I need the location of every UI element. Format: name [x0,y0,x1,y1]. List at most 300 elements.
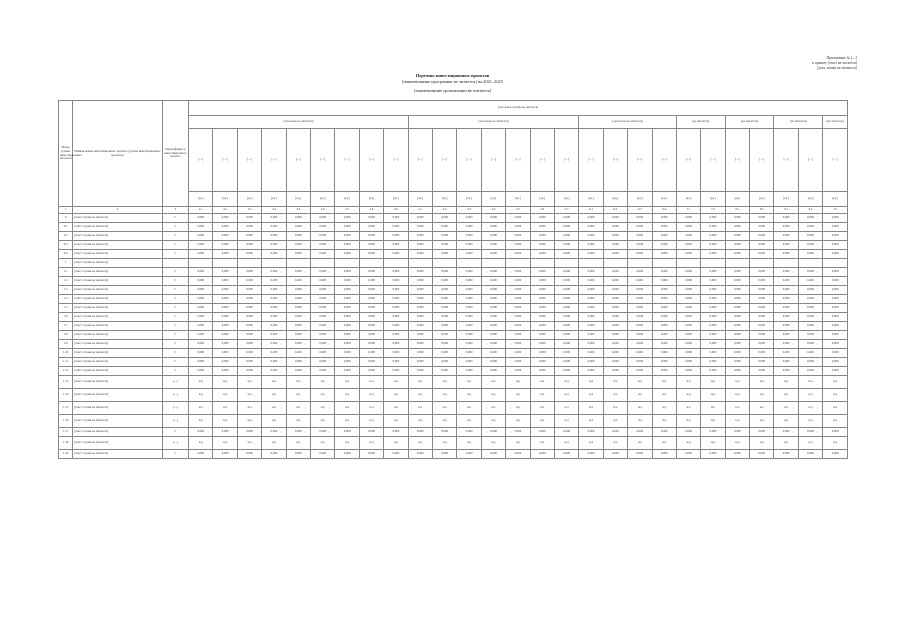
row-value-cell: 0,000 [457,214,481,223]
row-value-cell: 0,000 [262,322,286,331]
col-header-group: [заголовок не читается] [189,116,409,129]
row-value-cell: 0,000 [457,450,481,459]
row-value-cell: 0,000 [432,340,456,349]
row-value-cell: н/д [579,389,603,402]
col-header-unit: [ед.] [359,192,383,207]
row-value-cell: 0,000 [701,322,725,331]
row-value-cell: 0,000 [335,277,359,286]
row-value-cell: 0,000 [823,295,848,304]
column-index-cell: 4.4 [262,207,286,214]
row-value-cell: 0,000 [213,428,237,437]
row-number-cell: 1.8 [59,331,73,340]
row-value-cell: 0,000 [189,214,213,223]
row-value-cell: 0,000 [603,340,627,349]
col-header-sub: [—] [408,129,432,192]
row-value-cell: 0,000 [311,367,335,376]
row-value-cell: 0,000 [457,223,481,232]
row-value-cell: 0,000 [286,428,310,437]
row-value-cell: н/д [774,402,798,415]
row-value-cell: 0,000 [725,286,749,295]
row-value-cell: 0,000 [506,286,530,295]
row-value-cell: 0,000 [311,241,335,250]
row-id-cell: Г [162,428,188,437]
row-value-cell: 0,000 [384,367,408,376]
table-row [59,241,848,250]
row-value-cell: 0,000 [189,241,213,250]
row-value-cell: 0,000 [798,250,822,259]
row-value-cell: 0,000 [506,367,530,376]
row-value-cell: 0,000 [701,450,725,459]
row-value-cell: 0,000 [652,304,676,313]
col-header-id: Идентификатор инвестиционного проекта [162,101,188,207]
appendix-line: [дата, номер не читаются] [817,66,857,70]
row-value-cell: 0,000 [213,349,237,358]
row-value-cell: 0,000 [286,313,310,322]
row-name-cell: [текст строки не читается] [73,259,162,268]
row-value-cell: 0,000 [676,241,700,250]
row-value-cell: н/д [311,437,335,450]
row-value-cell: н/д [554,389,578,402]
row-value-cell: 0,000 [189,304,213,313]
row-value-cell: 0,000 [579,295,603,304]
row-value-cell: 0,000 [408,286,432,295]
row-value-cell: 0,000 [750,304,774,313]
row-value-cell: 0,000 [359,358,383,367]
row-value-cell: 0,000 [750,450,774,459]
row-value-cell: н/д [432,437,456,450]
row-value-cell: 0,000 [750,277,774,286]
row-value-cell: н/д [359,402,383,415]
row-name-cell: [текст строки не читается] [73,304,162,313]
row-value-cell: 0,000 [506,428,530,437]
row-value-cell: н/д [384,389,408,402]
col-header-unit: [ед.] [237,192,261,207]
row-value-cell: н/д [189,415,213,428]
row-value-cell: 0,000 [554,358,578,367]
row-value-cell: 0,000 [554,223,578,232]
col-header-unit: [ед.] [603,192,627,207]
row-value-cell: 0,000 [579,428,603,437]
column-index-cell: 6.4 [652,207,676,214]
row-value-cell: 0,000 [189,450,213,459]
row-value-cell: 0,000 [189,367,213,376]
column-index-cell: 1 [59,207,73,214]
row-value-cell: 0,000 [628,286,652,295]
row-value-cell: 0,000 [189,277,213,286]
col-header-unit: [ед.] [384,192,408,207]
row-value-cell: 0,000 [530,250,554,259]
row-value-cell: 0,000 [237,304,261,313]
row-value-cell: 0,000 [823,322,848,331]
row-value-cell: 0,000 [628,241,652,250]
row-value-cell: 0,000 [725,214,749,223]
row-value-cell: 0,000 [750,223,774,232]
row-value-cell: 0,000 [359,322,383,331]
row-value-cell: 0,000 [335,358,359,367]
row-value-cell: 0,000 [189,286,213,295]
table-row [59,376,848,389]
row-value-cell: 0,000 [286,232,310,241]
row-value-cell [335,259,359,268]
row-value-cell: 0,000 [628,331,652,340]
row-value-cell: н/д [725,415,749,428]
row-value-cell: 0,000 [701,349,725,358]
row-value-cell: 0,000 [676,304,700,313]
row-id-cell: Г [162,450,188,459]
row-value-cell: 0,000 [725,428,749,437]
row-value-cell: н/д [311,389,335,402]
col-header-unit: [ед.] [701,192,725,207]
row-value-cell: 0,000 [676,450,700,459]
row-number-cell: 1.16 [59,415,73,428]
col-header-unit: [ед.] [189,192,213,207]
row-value-cell: 0,000 [579,232,603,241]
row-value-cell: 0,000 [335,331,359,340]
row-value-cell: н/д [408,415,432,428]
row-number-cell: 1.10 [59,349,73,358]
row-name-cell: [текст строки не читается] [73,376,162,389]
column-index-cell: 5.2 [432,207,456,214]
row-value-cell: 0,000 [652,367,676,376]
col-header-group: [заголовок не читается] [579,116,677,129]
row-value-cell: 0,000 [286,223,310,232]
row-id-cell: Г [162,241,188,250]
row-value-cell: 0,000 [506,295,530,304]
row-value-cell: 0,000 [506,223,530,232]
row-value-cell: 0,000 [823,223,848,232]
row-value-cell: 0,000 [554,250,578,259]
row-value-cell: н/д [530,402,554,415]
row-value-cell: 0,000 [530,428,554,437]
row-value-cell: н/д [579,415,603,428]
row-value-cell: н/д [554,415,578,428]
row-value-cell: н/д [335,437,359,450]
row-value-cell: 0,000 [237,428,261,437]
row-value-cell: 0,000 [481,358,505,367]
row-value-cell: 0,000 [530,304,554,313]
row-value-cell: н/д [384,376,408,389]
row-value-cell: 0,000 [652,428,676,437]
row-value-cell: 0,000 [798,340,822,349]
row-value-cell [652,259,676,268]
row-value-cell: 0,000 [676,214,700,223]
row-value-cell: н/д [676,389,700,402]
row-name-cell: [текст строки не читается] [73,241,162,250]
row-value-cell: н/д [798,389,822,402]
column-index-cell: 4.5 [286,207,310,214]
row-value-cell: 0,000 [311,214,335,223]
row-value-cell: 0,000 [335,349,359,358]
row-value-cell: 0,000 [384,214,408,223]
row-value-cell: 0,000 [237,331,261,340]
row-value-cell: 0,000 [823,450,848,459]
row-value-cell: н/д [603,437,627,450]
col-header-unit: [ед.] [554,192,578,207]
row-value-cell: 0,000 [603,367,627,376]
header-row [59,101,848,116]
row-value-cell: 0,000 [359,241,383,250]
row-value-cell: 0,000 [554,331,578,340]
col-header-unit: [ед.] [335,192,359,207]
row-id-cell [162,259,188,268]
row-value-cell: н/д [823,376,848,389]
row-value-cell: 0,000 [262,232,286,241]
row-value-cell: н/д [237,415,261,428]
row-value-cell [798,259,822,268]
row-value-cell: 0,000 [311,232,335,241]
table-row [59,331,848,340]
row-value-cell: 0,000 [725,349,749,358]
row-value-cell: н/д [384,415,408,428]
row-value-cell: 0,000 [774,340,798,349]
row-value-cell: н/д [652,437,676,450]
row-number-cell: 1.1 [59,268,73,277]
row-value-cell: 0,000 [554,286,578,295]
row-value-cell: 0,000 [774,450,798,459]
row-value-cell: 0,000 [652,295,676,304]
column-index-row [59,207,848,214]
row-value-cell: н/д [676,376,700,389]
row-value-cell: 0,000 [189,295,213,304]
row-value-cell: 0,000 [750,295,774,304]
row-value-cell: 0,000 [237,450,261,459]
row-value-cell: 0,000 [701,286,725,295]
col-header-sub: [—] [384,129,408,192]
row-value-cell: 0,000 [579,322,603,331]
row-value-cell: 0,000 [530,277,554,286]
column-index-cell: 9.2 [798,207,822,214]
row-value-cell: н/д [213,376,237,389]
row-value-cell: 0,000 [603,232,627,241]
row-value-cell: н/д [750,437,774,450]
row-number-cell: 1.7 [59,322,73,331]
col-header-sub: [—] [652,129,676,192]
row-value-cell: 0,000 [237,340,261,349]
row-value-cell: н/д [530,389,554,402]
col-header-unit: [ед.] [652,192,676,207]
row-value-cell: 0,000 [213,250,237,259]
row-value-cell: 0,000 [798,428,822,437]
row-value-cell: 0,000 [652,241,676,250]
row-value-cell: 0,000 [311,349,335,358]
row-value-cell: 0,000 [628,214,652,223]
row-value-cell: н/д [286,402,310,415]
row-number-cell: 1.11 [59,358,73,367]
row-value-cell: 0,000 [750,428,774,437]
row-value-cell: 0,000 [359,367,383,376]
row-value-cell: 0,000 [286,349,310,358]
row-name-cell: [текст строки не читается] [73,268,162,277]
row-value-cell: 0,000 [579,313,603,322]
row-value-cell: 0,000 [384,295,408,304]
row-value-cell [823,259,848,268]
column-index-cell: 2 [73,207,162,214]
row-value-cell: 0,000 [798,322,822,331]
row-name-cell: [текст строки не читается] [73,450,162,459]
row-value-cell: 0,000 [750,340,774,349]
row-value-cell: н/д [554,402,578,415]
row-value-cell: н/д [701,437,725,450]
row-value-cell: 0,000 [750,313,774,322]
row-value-cell: 0,000 [286,277,310,286]
col-header-group: [заголовок не читается] [408,116,579,129]
col-header-sub: [—] [701,129,725,192]
row-value-cell: 0,000 [701,358,725,367]
row-value-cell: н/д [213,437,237,450]
row-value-cell: 0,000 [652,340,676,349]
row-value-cell: 0,000 [408,331,432,340]
row-value-cell [701,259,725,268]
row-name-cell: [текст строки не читается] [73,389,162,402]
row-value-cell: 0,000 [676,286,700,295]
row-value-cell: 0,000 [750,331,774,340]
row-value-cell: 0,000 [725,223,749,232]
row-value-cell: 0,000 [676,295,700,304]
row-id-cell: Г [162,367,188,376]
row-value-cell: 0,000 [554,277,578,286]
row-name-cell: [текст строки не читается] [73,349,162,358]
table-row [59,286,848,295]
row-value-cell: 0,000 [530,268,554,277]
row-value-cell: 0,000 [725,313,749,322]
row-value-cell: 0,000 [530,286,554,295]
row-value-cell: 0,000 [359,223,383,232]
row-value-cell: 0,000 [774,313,798,322]
row-value-cell: 0,000 [408,295,432,304]
row-value-cell: 0,000 [432,232,456,241]
row-value-cell: 0,000 [579,223,603,232]
table-row [59,340,848,349]
col-header-sub: [—] [798,129,822,192]
row-value-cell: 0,000 [554,349,578,358]
row-value-cell: 0,000 [311,286,335,295]
row-value-cell: 0,000 [554,313,578,322]
row-value-cell: 0,000 [213,322,237,331]
row-value-cell: 0,000 [701,250,725,259]
row-value-cell: 0,000 [603,286,627,295]
row-value-cell: н/д [725,437,749,450]
row-value-cell: н/д [432,376,456,389]
row-value-cell: 0,000 [311,340,335,349]
row-value-cell: н/д [335,415,359,428]
table-row [59,277,848,286]
row-value-cell: 0,000 [823,277,848,286]
row-value-cell: н/д [481,376,505,389]
row-value-cell: н/д [774,437,798,450]
row-value-cell: 0,000 [237,250,261,259]
row-value-cell: 0,000 [286,331,310,340]
col-header-sub: [—] [628,129,652,192]
row-value-cell: 0,000 [457,322,481,331]
row-value-cell: 0,000 [286,367,310,376]
row-value-cell: 0,000 [335,214,359,223]
col-header-unit: [ед.] [286,192,310,207]
table-row [59,322,848,331]
row-value-cell: н/д [213,415,237,428]
column-index-cell: 8.1 [725,207,749,214]
row-value-cell: 0,000 [823,286,848,295]
row-name-cell: [текст строки не читается] [73,313,162,322]
row-id-cell: Г [162,250,188,259]
row-value-cell: 0,000 [189,223,213,232]
row-value-cell: 0,000 [676,367,700,376]
row-value-cell: 0,000 [652,223,676,232]
row-value-cell: 0,000 [311,304,335,313]
row-value-cell: 0,000 [603,304,627,313]
appendix-line: Приложение № [—] [826,56,857,60]
row-value-cell: 0,000 [579,241,603,250]
column-index-cell: 6.1 [579,207,603,214]
row-value-cell: 0,000 [579,277,603,286]
column-index-cell: 10 [823,207,848,214]
row-value-cell: 0,000 [725,304,749,313]
table-row [59,295,848,304]
row-value-cell: 0,000 [530,313,554,322]
row-value-cell: 0,000 [237,313,261,322]
row-value-cell [554,259,578,268]
row-value-cell: 0,000 [262,277,286,286]
row-value-cell: н/д [311,415,335,428]
row-name-cell: [текст строки не читается] [73,322,162,331]
row-id-cell: [—] [162,415,188,428]
row-value-cell: 0,000 [628,313,652,322]
row-value-cell: 0,000 [652,358,676,367]
row-value-cell: 0,000 [213,313,237,322]
row-value-cell: 0,000 [481,223,505,232]
row-value-cell: 0,000 [652,322,676,331]
row-value-cell: 0,000 [189,268,213,277]
row-value-cell: 0,000 [676,340,700,349]
col-header-unit: [ед.] [457,192,481,207]
row-value-cell: 0,000 [823,340,848,349]
row-value-cell: 0,000 [262,241,286,250]
row-value-cell: н/д [286,415,310,428]
row-value-cell: н/д [701,415,725,428]
row-value-cell: н/д [603,402,627,415]
row-value-cell [286,259,310,268]
row-value-cell: 0,000 [384,313,408,322]
row-value-cell: 0,000 [286,268,310,277]
row-value-cell: 0,000 [530,322,554,331]
row-value-cell [725,259,749,268]
column-index-cell: 6.2 [603,207,627,214]
row-value-cell: н/д [359,437,383,450]
row-value-cell: 0,000 [628,304,652,313]
row-value-cell: н/д [286,376,310,389]
row-number-cell: 1.19 [59,450,73,459]
row-value-cell: 0,000 [701,428,725,437]
row-value-cell: 0,000 [554,304,578,313]
row-name-cell: [текст строки не читается] [73,358,162,367]
row-value-cell: н/д [335,389,359,402]
row-value-cell: н/д [628,437,652,450]
col-header-sub: [—] [432,129,456,192]
row-value-cell: 0,000 [506,214,530,223]
row-value-cell [311,259,335,268]
row-name-cell: [текст строки не читается] [73,232,162,241]
row-value-cell: н/д [798,415,822,428]
row-value-cell: н/д [750,389,774,402]
col-header-unit: [ед.] [579,192,603,207]
row-value-cell: 0,000 [579,250,603,259]
row-name-cell: [текст строки не читается] [73,331,162,340]
row-value-cell: 0,000 [286,322,310,331]
row-value-cell: н/д [628,376,652,389]
row-value-cell: 0,000 [335,286,359,295]
row-value-cell: 0,000 [774,223,798,232]
row-value-cell: 0,000 [725,268,749,277]
row-value-cell: 0,000 [335,428,359,437]
